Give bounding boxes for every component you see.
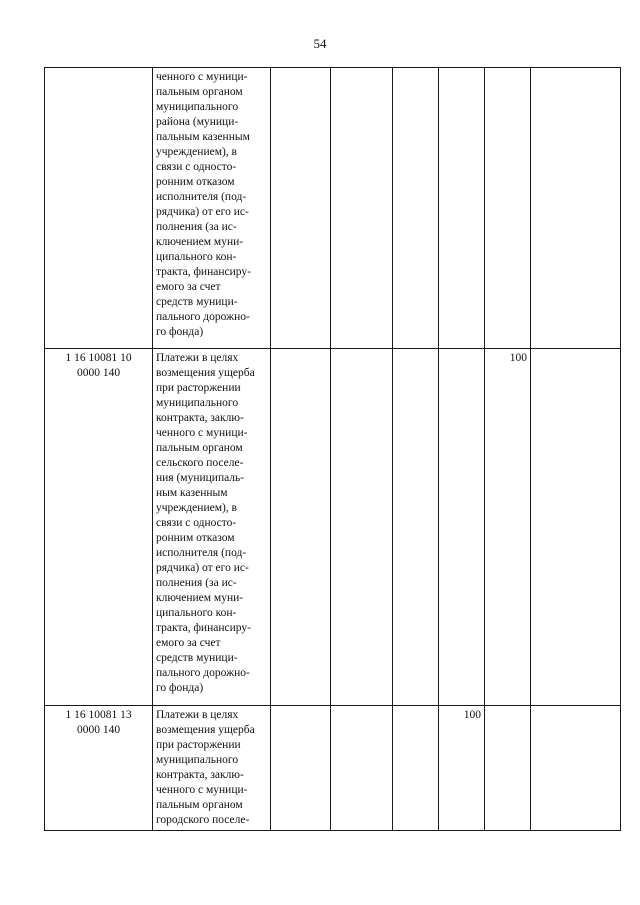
- value-cell: 100: [485, 349, 531, 706]
- income-name-cell: Платежи в целях возмещения ущерба при расторжении муниципального контракта, заклю- ченного с муници- пальным органом сельского поселе- ния (муниципаль- ным казенным учреждением), в связи с односто- ронним отказом исполнителя (под- рядчика) от его ис- полнения (за ис- ключением муни- ципального кон- тракта, финансиру- емого за счет средств муници- пального дорожно- го фонда): [153, 349, 271, 706]
- page-number: 54: [313, 36, 327, 51]
- value-cell: [531, 706, 621, 831]
- value-cell: [531, 68, 621, 349]
- value-cell: [271, 349, 331, 706]
- income-code-cell: 1 16 10081 10 0000 140: [45, 349, 153, 706]
- value-cell: [331, 68, 393, 349]
- value-cell: [485, 68, 531, 349]
- value-cell: [531, 349, 621, 706]
- value-cell: [393, 706, 439, 831]
- income-code-cell: 1 16 10081 13 0000 140: [45, 706, 153, 831]
- income-name-cell: Платежи в целях возмещения ущерба при расторжении муниципального контракта, заклю- ченного с муници- пальным органом городского поселе-: [153, 706, 271, 831]
- value-cell: 100: [439, 706, 485, 831]
- value-cell: [393, 349, 439, 706]
- value-cell: [439, 349, 485, 706]
- budget-income-table: [44, 67, 621, 831]
- income-name-cell: ченного с муници- пальным органом муниципального района (муници- пальным казенным учреждением), в связи с односто- ронним отказом исполнителя (под- рядчика) от его ис- полнения (за ис- ключением муни- ципального кон- тракта, финансиру- емого за счет средств муници- пального дорожно- го фонда): [153, 68, 271, 349]
- value-cell: [331, 349, 393, 706]
- value-cell: [271, 68, 331, 349]
- table-row: [45, 349, 621, 706]
- table-row: [45, 706, 621, 831]
- table-row: [45, 68, 621, 349]
- value-cell: [439, 68, 485, 349]
- income-code-cell: [45, 68, 153, 349]
- value-cell: [331, 706, 393, 831]
- value-cell: [485, 706, 531, 831]
- value-cell: [393, 68, 439, 349]
- value-cell: [271, 706, 331, 831]
